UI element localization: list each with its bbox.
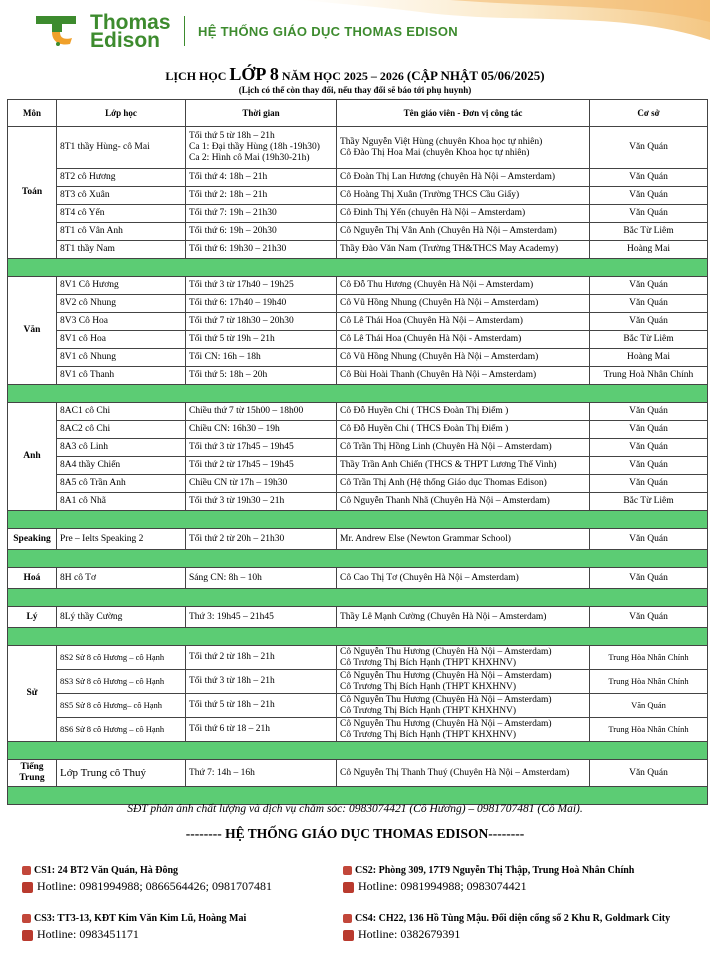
column-header-time: Thời gian [186,100,337,127]
footer-title: -------- HỆ THỐNG GIÁO DỤC THOMAS EDISON-------- [185,826,525,841]
class-cell: 8A5 cô Trần Anh [57,475,186,493]
time-cell-line: Thứ 7: 14h – 16h [189,767,255,778]
teacher-cell [337,403,590,421]
table-row [8,367,708,385]
campus-cell: Văn Quán [590,568,708,589]
time-cell [186,670,337,694]
time-cell-line: Tối thứ 5 từ 18h – 21h [189,131,275,141]
table-row [8,568,708,589]
class-cell: 8AC2 cô Chi [57,421,186,439]
class-cell: 8AC1 cô Chi [57,403,186,421]
location-icon [343,866,352,875]
teacher-cell [337,670,590,694]
teacher-cell-line: Cô Bùi Hoài Thanh (Chuyên Hà Nội – Amsterdam) [340,370,537,380]
subject-separator-row [8,385,708,403]
teacher-cell [337,205,590,223]
separator-cell [8,385,708,403]
table-row [8,187,708,205]
table-row [8,694,708,718]
title-prefix: LỊCH HỌC [165,69,230,83]
class-cell: 8S3 Sử 8 cô Hương – cô Hạnh [57,670,186,694]
campus-cell: Văn Quán [590,439,708,457]
subject-separator-row [8,589,708,607]
teacher-cell-line: Cô Trần Thị Anh (Hệ thống Giáo dục Thomas Edison) [340,478,547,488]
teacher-cell-line: Cô Trương Thị Bích Hạnh (THPT KHXHNV) [340,681,517,692]
phone-icon [343,882,354,893]
time-cell-line: Tối thứ 5: 18h – 20h [189,370,268,380]
class-cell: 8T1 thầy Nam [57,241,186,259]
teacher-cell-line: Cô Đoàn Thị Lan Hương (chuyên Hà Nội – Amsterdam) [340,172,555,182]
teacher-cell [337,439,590,457]
column-header-class: Lớp học [57,100,186,127]
table-row [8,403,708,421]
separator-cell [8,589,708,607]
campus-3-address: CS3: TT3-13, KĐT Kim Văn Kim Lũ, Hoàng Mai [22,913,246,924]
teacher-cell-line: Cô Nguyễn Thị Thanh Thuý (Chuyên Hà Nội – Amsterdam) [340,767,570,778]
schedule-table [7,99,708,805]
teacher-cell-line: Cô Nguyễn Thu Hương (Chuyên Hà Nội – Amsterdam) [340,646,552,657]
teacher-cell [337,277,590,295]
brand-name-line1: Thomas [90,11,171,34]
time-cell [186,457,337,475]
time-cell [186,367,337,385]
campus-4-address: CS4: CH22, 136 Hồ Tùng Mậu. Đối diện cổng số 2 Khu R, Goldmark City [343,913,670,924]
teacher-cell [337,349,590,367]
table-row [8,295,708,313]
campus-cell: Văn Quán [590,475,708,493]
subject-separator-row [8,787,708,805]
time-cell-line: Tối thứ 5 từ 18h – 21h [189,700,275,710]
page-title [0,64,710,85]
campus-cell: Văn Quán [590,277,708,295]
location-icon [343,914,352,923]
class-cell: 8V1 Cô Hương [57,277,186,295]
campus-cell: Hoàng Mai [590,241,708,259]
time-cell [186,241,337,259]
subject-separator-row [8,628,708,646]
teacher-cell-line: Cô Trương Thị Bích Hạnh (THPT KHXHNV) [340,705,517,716]
time-cell-line: Tối CN: 16h – 18h [189,352,261,362]
time-cell-line: Tối thứ 6: 19h – 20h30 [189,226,277,236]
campus-3-hotline: Hotline: 0983451171 [22,927,139,942]
table-row [8,718,708,742]
location-icon [22,914,31,923]
time-cell [186,127,337,169]
column-header-teacher: Tên giáo viên - Đơn vị công tác [337,100,590,127]
teacher-cell-line: Cô Đinh Thị Yến (chuyên Hà Nội – Amsterdam) [340,208,526,218]
teacher-cell-line: Thầy Trần Anh Chiến (THCS & THPT Lương Thế Vinh) [340,460,557,470]
time-cell [186,403,337,421]
teacher-cell-line: Thầy Nguyễn Việt Hùng (chuyên Khoa học tự nhiên) [340,136,543,147]
campus-cell: Văn Quán [590,313,708,331]
class-cell: Pre – Ielts Speaking 2 [57,529,186,550]
subject-separator-row [8,550,708,568]
teacher-cell [337,295,590,313]
time-cell-line: Chiều CN từ 17h – 19h30 [189,478,288,488]
separator-cell [8,628,708,646]
class-cell: 8A4 thầy Chiến [57,457,186,475]
subject-cell: Tiếng Trung [8,760,57,787]
class-cell: 8V1 cô Hoa [57,331,186,349]
teacher-cell [337,223,590,241]
time-cell-line: Tối thứ 3 từ 18h – 21h [189,676,275,686]
class-cell: 8T4 cô Yến [57,205,186,223]
thomas-edison-logo-icon [32,12,84,48]
title-update: (CẬP NHẬT 05/06/2025) [406,68,545,83]
campus-cell: Văn Quán [590,295,708,313]
campus-cell: Bắc Từ Liêm [590,331,708,349]
subject-cell: Toán [8,127,57,259]
table-row [8,277,708,295]
subject-cell: Speaking [8,529,57,550]
campus-cell: Văn Quán [590,205,708,223]
time-cell [186,313,337,331]
class-cell: 8Lý thầy Cường [57,607,186,628]
campus-cell: Văn Quán [590,187,708,205]
time-cell [186,646,337,670]
subject-separator-row [8,511,708,529]
class-cell: 8T1 cô Vân Anh [57,223,186,241]
campus-cell: Trung Hòa Nhân Chính [590,670,708,694]
time-cell-line: Tối thứ 3 từ 19h30 – 21h [189,496,285,506]
time-cell [186,568,337,589]
time-cell [186,331,337,349]
campus-cell: Hoàng Mai [590,349,708,367]
table-row [8,457,708,475]
campus-cell: Văn Quán [590,607,708,628]
separator-cell [8,742,708,760]
campus-cell: Bắc Từ Liêm [590,223,708,241]
class-cell: 8V1 cô Thanh [57,367,186,385]
teacher-cell [337,529,590,550]
time-cell-line: Tối thứ 6: 19h30 – 21h30 [189,244,287,254]
campus-cell: Văn Quán [590,457,708,475]
teacher-cell-line: Cô Vũ Hồng Nhung (Chuyên Hà Nội – Amsterdam) [340,298,539,308]
time-cell [186,295,337,313]
time-cell [186,421,337,439]
teacher-cell [337,367,590,385]
campus-cell: Văn Quán [590,169,708,187]
campus-cell: Văn Quán [590,694,708,718]
table-row [8,670,708,694]
campus-cell: Trung Hoà Nhân Chính [590,367,708,385]
table-row [8,475,708,493]
teacher-cell-line: Thầy Lê Mạnh Cường (Chuyên Hà Nội – Amsterdam) [340,611,547,622]
table-row [8,223,708,241]
teacher-cell-line: Cô Lê Thái Hoa (Chuyên Hà Nội - Amsterdam) [340,334,522,344]
campus-cell: Trung Hòa Nhân Chính [590,718,708,742]
teacher-cell [337,457,590,475]
class-cell: 8T3 cô Xuân [57,187,186,205]
table-row [8,241,708,259]
table-row [8,331,708,349]
teacher-cell [337,475,590,493]
campus-cell: Văn Quán [590,421,708,439]
table-row [8,421,708,439]
feedback-hotline: SĐT phản ánh chất lượng và dịch vụ chăm sóc: 0983074421 (Cô Hương) – 0981707481 (Cô Mai). [127,803,583,815]
location-icon [22,866,31,875]
campus-cell: Bắc Từ Liêm [590,493,708,511]
time-cell-line: Tối thứ 5 từ 19h – 21h [189,334,275,344]
teacher-cell-line: Cô Trần Thị Hồng Linh (Chuyên Hà Nội – Amsterdam) [340,442,552,452]
table-row [8,439,708,457]
table-row [8,646,708,670]
teacher-cell [337,760,590,787]
table-row [8,169,708,187]
header [0,0,710,58]
time-cell [186,277,337,295]
time-cell-line: Tối thứ 2 từ 18h – 21h [189,652,275,662]
class-cell: 8S2 Sử 8 cô Hương – cô Hạnh [57,646,186,670]
column-header-campus: Cơ sở [590,100,708,127]
campus-2-address: CS2: Phòng 309, 17T9 Nguyễn Thị Thập, Trung Hoà Nhân Chính [343,865,634,876]
brand-name-line2: Edison [90,29,161,52]
teacher-cell [337,421,590,439]
teacher-cell-line: Cô Trương Thị Bích Hạnh (THPT KHXHNV) [340,729,517,740]
class-cell: 8T2 cô Hương [57,169,186,187]
teacher-cell-line: Mr. Andrew Else (Newton Grammar School) [340,533,511,544]
class-cell: 8A1 cô Nhã [57,493,186,511]
time-cell [186,205,337,223]
table-row [8,493,708,511]
subject-cell: Anh [8,403,57,511]
campus-cell: Văn Quán [590,127,708,169]
teacher-cell [337,241,590,259]
subject-cell: Hoá [8,568,57,589]
time-cell [186,223,337,241]
campus-cell: Văn Quán [590,403,708,421]
table-row [8,313,708,331]
table-row [8,127,708,169]
time-cell-line: Thứ 3: 19h45 – 21h45 [189,611,274,622]
separator-cell [8,259,708,277]
time-cell-line: Ca 2: Hình cô Mai (19h30-21h) [189,153,310,163]
teacher-cell-line: Cô Lê Thái Hoa (Chuyên Hà Nội – Amsterdam) [340,316,523,326]
system-name: HỆ THỐNG GIÁO DỤC THOMAS EDISON [198,24,458,39]
table-row [8,205,708,223]
class-cell: 8V3 Cô Hoa [57,313,186,331]
class-cell: 8H cô Tơ [57,568,186,589]
teacher-cell-line: Cô Trương Thị Bích Hạnh (THPT KHXHNV) [340,657,517,668]
time-cell [186,718,337,742]
campus-cell: Văn Quán [590,760,708,787]
teacher-cell-line: Cô Vũ Hồng Nhung (Chuyên Hà Nội – Amsterdam) [340,352,539,362]
campus-1-address: CS1: 24 BT2 Văn Quán, Hà Đông [22,865,178,876]
teacher-cell-line: Cô Nguyễn Thanh Nhã (Chuyên Hà Nội – Amsterdam) [340,496,550,506]
teacher-cell-line: Cô Nguyễn Thu Hương (Chuyên Hà Nội – Amsterdam) [340,694,552,705]
time-cell-line: Tối thứ 2 từ 17h45 – 19h45 [189,460,294,470]
time-cell-line: Tối thứ 2 từ 20h – 21h30 [189,533,285,544]
teacher-cell-line: Cô Đỗ Thu Hương (Chuyên Hà Nội – Amsterdam) [340,280,534,290]
campus-4-hotline: Hotline: 0382679391 [343,927,460,942]
time-cell [186,349,337,367]
teacher-cell [337,169,590,187]
time-cell-line: Tối thứ 6: 17h40 – 19h40 [189,298,287,308]
time-cell [186,694,337,718]
separator-cell [8,550,708,568]
time-cell-line: Chiều thứ 7 từ 15h00 – 18h00 [189,406,304,416]
time-cell [186,169,337,187]
time-cell-line: Tối thứ 7: 19h – 21h30 [189,208,277,218]
time-cell-line: Tối thứ 3 từ 17h40 – 19h25 [189,280,294,290]
table-row [8,607,708,628]
separator-cell [8,787,708,805]
subject-cell: Lý [8,607,57,628]
time-cell [186,475,337,493]
teacher-cell [337,607,590,628]
teacher-cell-line: Cô Đỗ Huyền Chi ( THCS Đoàn Thị Điểm ) [340,406,509,416]
time-cell-line: Tối thứ 3 từ 17h45 – 19h45 [189,442,294,452]
teacher-cell [337,694,590,718]
teacher-cell [337,313,590,331]
time-cell-line: Tối thứ 6 từ 18 – 21h [189,724,271,734]
teacher-cell-line: Thầy Đào Văn Nam (Trường TH&THCS May Academy) [340,244,559,254]
teacher-cell [337,568,590,589]
class-cell: 8V1 cô Nhung [57,349,186,367]
time-cell [186,760,337,787]
teacher-cell-line: Cô Đào Thị Hoa Mai (chuyên Khoa học tự nhiên) [340,147,530,158]
teacher-cell-line: Cô Nguyễn Thu Hương (Chuyên Hà Nội – Amsterdam) [340,718,552,729]
title-grade: LỚP 8 [229,64,279,84]
teacher-cell [337,331,590,349]
title-year: NĂM HỌC 2025 – 2026 [278,69,407,83]
time-cell-line: Tối thứ 2: 18h – 21h [189,190,268,200]
table-row [8,349,708,367]
teacher-cell [337,718,590,742]
time-cell [186,607,337,628]
class-cell: 8T1 thầy Hùng- cô Mai [57,127,186,169]
campus-cell: Trung Hòa Nhân Chính [590,646,708,670]
campus-2-hotline: Hotline: 0981994988; 0983074421 [343,879,527,894]
campus-1-hotline: Hotline: 0981994988; 0866564426; 0981707481 [22,879,272,894]
phone-icon [22,930,33,941]
campus-cell: Văn Quán [590,529,708,550]
phone-icon [22,882,33,893]
subject-separator-row [8,259,708,277]
teacher-cell [337,493,590,511]
time-cell [186,529,337,550]
class-cell: Lớp Trung cô Thuý [57,760,186,787]
teacher-cell [337,187,590,205]
teacher-cell-line: Cô Hoàng Thị Xuân (Trường THCS Cầu Giấy) [340,190,520,200]
teacher-cell [337,127,590,169]
time-cell-line: Ca 1: Đại thầy Hùng (18h -19h30) [189,142,320,152]
teacher-cell-line: Cô Cao Thị Tơ (Chuyên Hà Nội – Amsterdam) [340,572,519,583]
class-cell: 8V2 cô Nhung [57,295,186,313]
subject-cell: Văn [8,277,57,385]
time-cell [186,493,337,511]
header-divider [184,16,185,46]
time-cell-line: Chiều CN: 16h30 – 19h [189,424,280,434]
time-cell-line: Sáng CN: 8h – 10h [189,572,262,583]
column-header-subject: Môn [8,100,57,127]
teacher-cell-line: Cô Nguyễn Thu Hương (Chuyên Hà Nội – Amsterdam) [340,670,552,681]
separator-cell [8,511,708,529]
subject-cell: Sử [8,646,57,742]
phone-icon [343,930,354,941]
teacher-cell [337,646,590,670]
class-cell: 8S6 Sử 8 cô Hương – cô Hạnh [57,718,186,742]
time-cell [186,439,337,457]
table-header-row [8,100,708,127]
teacher-cell-line: Cô Nguyễn Thị Vân Anh (Chuyên Hà Nội – Amsterdam) [340,226,557,236]
subject-separator-row [8,742,708,760]
class-cell: 8A3 cô Linh [57,439,186,457]
class-cell: 8S5 Sử 8 cô Hương– cô Hạnh [57,694,186,718]
table-row [8,760,708,787]
table-row [8,529,708,550]
time-cell-line: Tối thứ 7 từ 18h30 – 20h30 [189,316,294,326]
time-cell [186,187,337,205]
time-cell-line: Tối thứ 4: 18h – 21h [189,172,268,182]
teacher-cell-line: Cô Đỗ Huyền Chi ( THCS Đoàn Thị Điểm ) [340,424,509,434]
schedule-note: (Lịch có thể còn thay đổi, nếu thay đổi sẽ báo tới phụ huynh) [238,85,472,95]
